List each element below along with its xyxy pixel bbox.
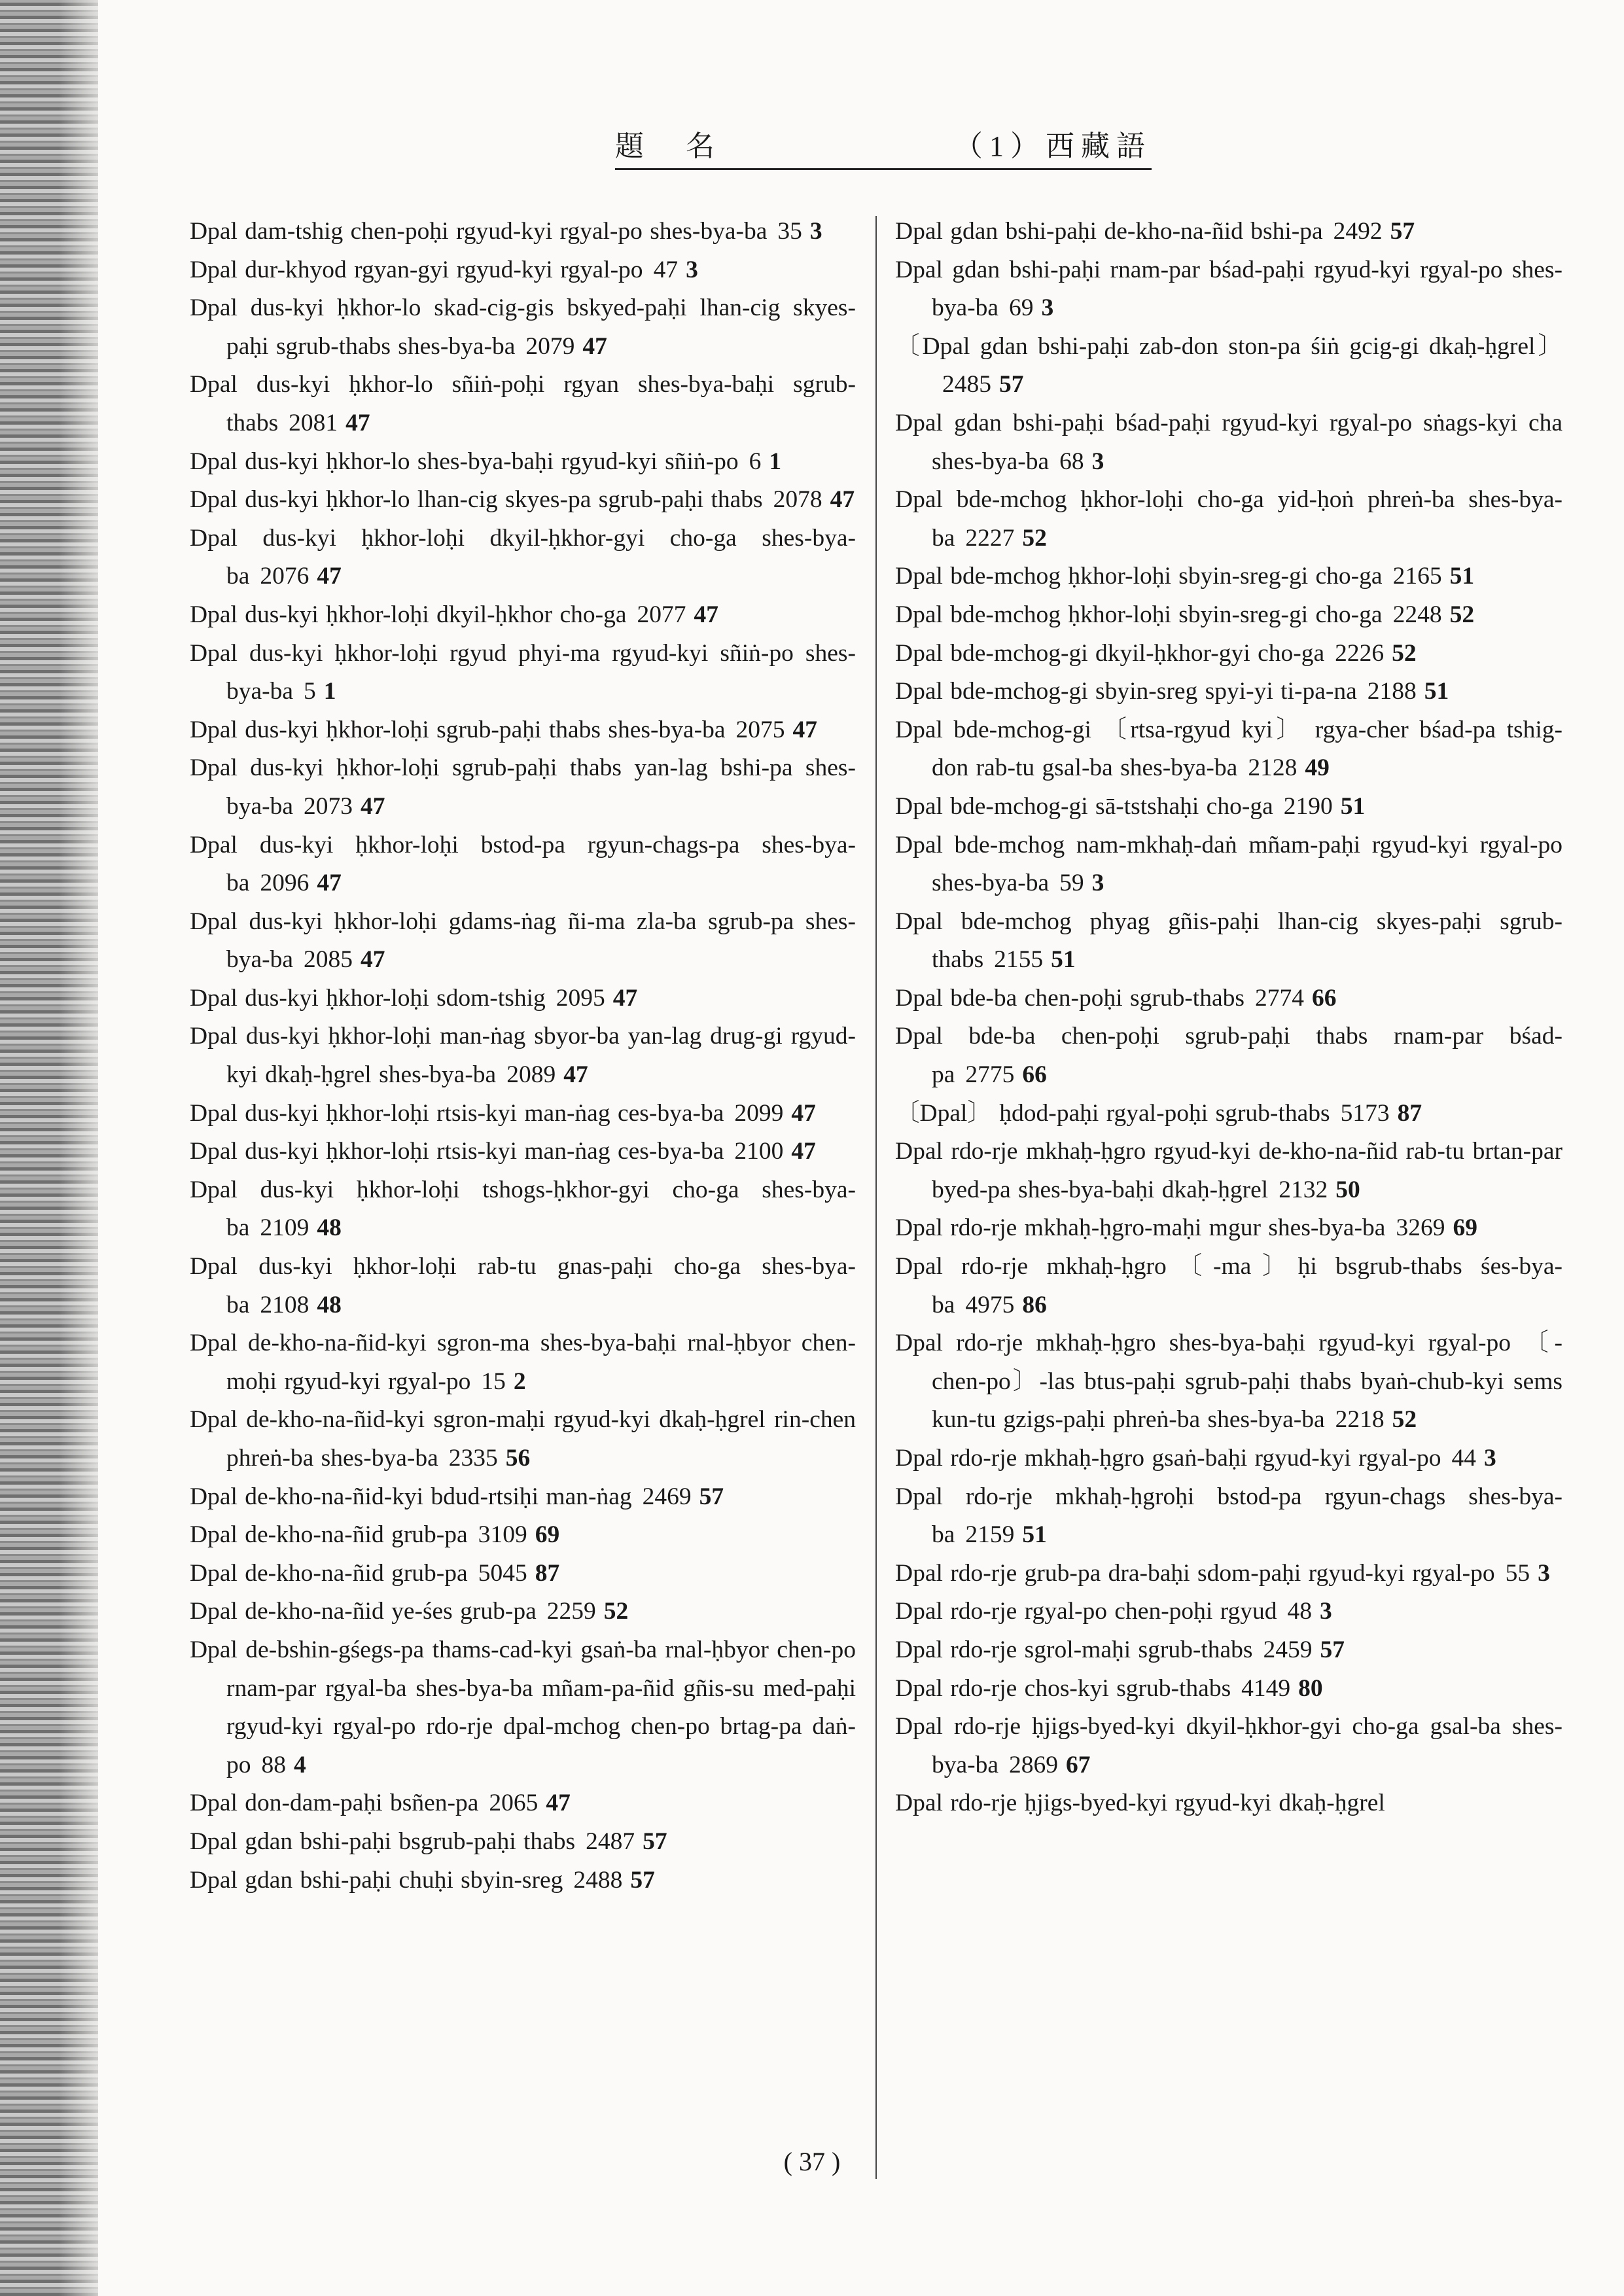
entry-title: Dpal gdan bshi-paḥi rnam-par bśad-paḥi rgyud-kyi rgyal-po shes-bya-ba	[895, 256, 1562, 322]
index-entry	[190, 903, 856, 980]
entry-ref-number: 4975	[965, 1291, 1015, 1318]
entry-title: Dpal rdo-rje mkhaḥ-ḥgroḥi bstod-pa rgyun-chags shes-bya-ba	[895, 1483, 1562, 1549]
entry-volume-number: 47	[694, 601, 719, 628]
entry-volume-number: 51	[1051, 946, 1076, 974]
entry-ref-number: 2076	[260, 563, 309, 590]
entry-volume-number: 1	[769, 448, 782, 475]
entry-ref-number: 6	[749, 448, 762, 475]
entry-title: Dpal bde-mchog ḥkhor-loḥi cho-ga yid-ḥoṅ phreṅ-ba shes-bya-ba	[895, 486, 1562, 552]
entry-title: Dpal de-bshin-gśegs-pa thams-cad-kyi gsaṅ-ba rnal-ḥbyor chen-po rnam-par rgyal-ba shes-bya-ba mñam-pa-ñid gñis-su med-paḥi rgyud-kyi rgyal-po rdo-rje dpal-mchog chen-po brtag-pa daṅ-po	[190, 1636, 856, 1778]
entry-ref-number: 2109	[260, 1214, 309, 1242]
entry-ref-number: 2108	[260, 1291, 309, 1318]
entry-volume-number: 47	[317, 563, 342, 590]
entry-title: Dpal rdo-rje mkhaḥ-ḥgro shes-bya-baḥi rgyud-kyi rgyal-po 〔-chen-po〕-las btus-paḥi sgrub-paḥi thabs byaṅ-chub-kyi sems kun-tu gzigs-paḥi phreṅ-ba shes-bya-ba	[895, 1330, 1562, 1434]
index-entry	[895, 1631, 1562, 1670]
entry-volume-number: 3	[1320, 1598, 1332, 1625]
index-entry	[895, 596, 1562, 635]
entry-ref-number: 69	[1009, 294, 1034, 322]
entry-volume-number: 48	[317, 1291, 342, 1318]
entry-title: Dpal gdan bshi-paḥi bsgrub-paḥi thabs	[190, 1828, 576, 1855]
index-entry	[895, 980, 1562, 1018]
entry-title: Dpal dus-kyi ḥkhor-loḥi gdams-ṅag ñi-ma zla-ba sgrub-pa shes-bya-ba	[190, 908, 856, 974]
entry-ref-number: 5	[304, 678, 316, 705]
entry-title: Dpal de-kho-na-ñid grub-pa	[190, 1521, 468, 1549]
entry-volume-number: 69	[535, 1521, 560, 1549]
entry-volume-number: 3	[1041, 294, 1054, 322]
entry-ref-number: 15	[481, 1368, 506, 1395]
entry-title: Dpal dur-khyod rgyan-gyi rgyud-kyi rgyal-po	[190, 256, 643, 283]
index-entry	[190, 1478, 856, 1517]
column-divider	[875, 216, 877, 2179]
entry-ref-number: 44	[1451, 1445, 1476, 1472]
entry-title: Dpal gdan bshi-paḥi de-kho-na-ñid bshi-pa	[895, 218, 1323, 245]
index-entry	[190, 596, 856, 635]
entry-volume-number: 47	[791, 1099, 816, 1127]
entry-ref-number: 2078	[773, 486, 822, 514]
entry-volume-number: 57	[699, 1483, 724, 1510]
index-entry	[190, 481, 856, 520]
entry-title: Dpal dus-kyi ḥkhor-lo skad-cig-gis bskyed-paḥi lhan-cig skyes-paḥi sgrub-thabs shes-bya-ba	[190, 294, 856, 360]
index-entry	[190, 1324, 856, 1401]
entry-ref-number: 2100	[734, 1138, 784, 1165]
entry-ref-number: 2774	[1254, 984, 1304, 1012]
page-number: ( 37 )	[783, 2147, 841, 2176]
entry-title: Dpal rdo-rje mkhaḥ-ḥgro〔-ma〕ḥi bsgrub-thabs śes-bya-ba	[895, 1253, 1562, 1318]
entry-ref-number: 68	[1059, 448, 1084, 475]
entry-ref-number: 2099	[734, 1099, 784, 1127]
entry-title: Dpal dus-kyi ḥkhor-loḥi tshogs-ḥkhor-gyi cho-ga shes-bya-ba	[190, 1176, 856, 1242]
entry-ref-number: 2075	[735, 716, 785, 743]
entry-volume-number: 80	[1298, 1674, 1323, 1702]
entry-ref-number: 2259	[546, 1598, 596, 1625]
entry-volume-number: 47	[317, 870, 342, 897]
left-column	[190, 213, 856, 2189]
entry-title: Dpal dus-kyi ḥkhor-loḥi dkyil-ḥkhor-gyi cho-ga shes-bya-ba	[190, 524, 856, 590]
entry-title: Dpal don-dam-paḥi bsñen-pa	[190, 1790, 479, 1817]
entry-volume-number: 87	[1397, 1099, 1422, 1127]
entry-title: Dpal de-kho-na-ñid-kyi sgron-ma shes-bya-baḥi rnal-ḥbyor chen-moḥi rgyud-kyi rgyal-po	[190, 1330, 856, 1395]
entry-ref-number: 2469	[642, 1483, 692, 1510]
entry-title: Dpal dus-kyi ḥkhor-lo shes-bya-baḥi rgyud-kyi sñiṅ-po	[190, 448, 739, 475]
entry-title: Dpal dus-kyi ḥkhor-lo sñiṅ-poḥi rgyan shes-bya-baḥi sgrub-thabs	[190, 371, 856, 436]
entry-ref-number: 2869	[1009, 1751, 1059, 1778]
index-entry	[895, 1555, 1562, 1593]
index-entry	[190, 980, 856, 1018]
entry-title: Dpal bde-mchog phyag gñis-paḥi lhan-cig skyes-paḥi sgrub-thabs	[895, 908, 1562, 974]
index-entry	[895, 1248, 1562, 1324]
entry-volume-number: 47	[361, 946, 385, 974]
entry-ref-number: 2077	[637, 601, 686, 628]
entry-ref-number: 2132	[1279, 1176, 1328, 1203]
entry-volume-number: 51	[1424, 678, 1449, 705]
entry-ref-number: 5045	[478, 1559, 527, 1587]
entry-volume-number: 3	[1483, 1445, 1496, 1472]
entry-volume-number: 4	[294, 1751, 306, 1778]
entry-volume-number: 3	[686, 256, 698, 283]
entry-volume-number: 66	[1022, 1061, 1047, 1089]
entry-volume-number: 52	[1392, 1406, 1417, 1434]
entry-title: Dpal dus-kyi ḥkhor-loḥi rtsis-kyi man-ṅag ces-bya-ba	[190, 1138, 724, 1165]
entry-volume-number: 47	[792, 716, 817, 743]
index-entry	[190, 213, 856, 251]
entry-title: Dpal de-kho-na-ñid-kyi sgron-maḥi rgyud-kyi dkaḥ-ḥgrel rin-chen phreṅ-ba shes-bya-ba	[190, 1406, 856, 1472]
index-entry	[190, 289, 856, 366]
index-entry	[895, 1670, 1562, 1708]
entry-title: Dpal bde-ba chen-poḥi sgrub-paḥi thabs rnam-par bśad-pa	[895, 1023, 1562, 1089]
index-entry	[895, 557, 1562, 596]
entry-volume-number: 51	[1340, 792, 1366, 820]
index-entry	[895, 1478, 1562, 1555]
entry-volume-number: 48	[317, 1214, 342, 1242]
entry-ref-number: 2081	[289, 409, 338, 436]
entry-title: Dpal de-kho-na-ñid grub-pa	[190, 1559, 468, 1587]
scan-edge-fade	[59, 0, 118, 2296]
entry-ref-number: 2248	[1392, 601, 1442, 628]
entry-ref-number: 2459	[1263, 1636, 1313, 1663]
index-entry	[895, 903, 1562, 980]
entry-volume-number: 69	[1453, 1214, 1477, 1242]
index-entry	[895, 1133, 1562, 1209]
index-entry	[895, 481, 1562, 557]
entry-ref-number: 3109	[478, 1521, 527, 1549]
index-entry	[190, 1593, 856, 1631]
entry-title: Dpal dus-kyi ḥkhor-loḥi bstod-pa rgyun-chags-pa shes-bya-ba	[190, 831, 856, 897]
entry-ref-number: 2227	[965, 524, 1015, 552]
entry-ref-number: 2775	[965, 1061, 1015, 1089]
entry-ref-number: 55	[1505, 1559, 1530, 1587]
entry-title: Dpal rdo-rje rgyal-po chen-poḥi rgyud	[895, 1598, 1277, 1625]
entry-title: Dpal bde-mchog nam-mkhaḥ-daṅ mñam-paḥi rgyud-kyi rgyal-po shes-bya-ba	[895, 831, 1562, 897]
entry-volume-number: 2	[513, 1368, 526, 1395]
entry-title: Dpal bde-mchog-gi sbyin-sreg spyi-yi ti-pa-na	[895, 678, 1357, 705]
entry-volume-number: 86	[1022, 1291, 1047, 1318]
index-entry	[190, 711, 856, 750]
entry-title: Dpal gdan bshi-paḥi chuḥi sbyin-sreg	[190, 1866, 563, 1894]
entry-volume-number: 47	[582, 332, 607, 360]
entry-volume-number: 87	[535, 1559, 560, 1587]
index-entry	[190, 520, 856, 596]
entry-volume-number: 47	[546, 1790, 571, 1817]
entry-title: Dpal bde-mchog-gi dkyil-ḥkhor-gyi cho-ga	[895, 639, 1325, 667]
entry-title: Dpal dus-kyi ḥkhor-loḥi rtsis-kyi man-ṅag ces-bya-ba	[190, 1099, 724, 1127]
entry-volume-number: 47	[791, 1138, 816, 1165]
entry-title: Dpal dus-kyi ḥkhor-loḥi rgyud phyi-ma rgyud-kyi sñiṅ-po shes-bya-ba	[190, 639, 856, 705]
entry-title: Dpal rdo-rje chos-kyi sgrub-thabs	[895, 1674, 1231, 1702]
index-entry	[190, 1248, 856, 1324]
entry-volume-number: 66	[1311, 984, 1337, 1012]
entry-volume-number: 57	[1390, 218, 1415, 245]
entry-title: Dpal dus-kyi ḥkhor-loḥi sgrub-paḥi thabs yan-lag bshi-pa shes-bya-ba	[190, 754, 856, 820]
entry-volume-number: 50	[1335, 1176, 1360, 1203]
index-entry	[895, 328, 1562, 404]
index-entry	[190, 366, 856, 442]
entry-volume-number: 3	[1091, 448, 1104, 475]
entry-ref-number: 2165	[1392, 563, 1442, 590]
entry-volume-number: 56	[505, 1445, 531, 1472]
index-entry	[190, 1823, 856, 1862]
entry-title: Dpal rdo-rje sgrol-maḥi sgrub-thabs	[895, 1636, 1253, 1663]
entry-volume-number: 51	[1022, 1521, 1047, 1549]
index-entry	[895, 1324, 1562, 1439]
entry-ref-number: 2492	[1333, 218, 1383, 245]
index-entry	[190, 1401, 856, 1477]
index-entry	[190, 251, 856, 290]
entry-ref-number: 47	[653, 256, 679, 283]
entry-volume-number: 3	[1538, 1559, 1550, 1587]
entry-volume-number: 57	[999, 371, 1024, 398]
entry-ref-number: 2065	[489, 1790, 538, 1817]
entry-title: Dpal rdo-rje ḥjigs-byed-kyi rgyud-kyi dkaḥ-ḥgrel	[895, 1790, 1385, 1817]
index-entry	[895, 1784, 1562, 1823]
index-entry	[190, 826, 856, 903]
index-entry	[895, 1095, 1562, 1133]
entry-ref-number: 2096	[260, 870, 309, 897]
entry-volume-number: 47	[563, 1061, 588, 1089]
index-entry	[190, 1631, 856, 1784]
entry-volume-number: 57	[643, 1828, 667, 1855]
index-entry	[895, 1593, 1562, 1631]
entry-title: Dpal gdan bshi-paḥi bśad-paḥi rgyud-kyi rgyal-po sṅags-kyi cha shes-bya-ba	[895, 409, 1562, 475]
entry-ref-number: 2188	[1367, 678, 1417, 705]
entry-title: Dpal dam-tshig chen-poḥi rgyud-kyi rgyal-po shes-bya-ba	[190, 218, 768, 245]
entry-volume-number: 67	[1066, 1751, 1091, 1778]
index-entry	[190, 1095, 856, 1133]
entry-volume-number: 3	[809, 218, 822, 245]
entry-title: Dpal bde-mchog ḥkhor-loḥi sbyin-sreg-gi cho-ga	[895, 563, 1383, 590]
entry-ref-number: 2089	[506, 1061, 556, 1089]
entry-volume-number: 52	[603, 1598, 629, 1625]
entry-title: Dpal rdo-rje mkhaḥ-ḥgro rgyud-kyi de-kho-na-ñid rab-tu brtan-par byed-pa shes-bya-baḥi dkaḥ-ḥgrel	[895, 1138, 1562, 1203]
index-entry	[895, 635, 1562, 673]
entry-ref-number: 35	[777, 218, 802, 245]
index-entry	[895, 1209, 1562, 1248]
index-entry	[895, 404, 1562, 481]
entry-volume-number: 57	[1320, 1636, 1345, 1663]
entry-title: Dpal dus-kyi ḥkhor-loḥi sgrub-paḥi thabs shes-bya-ba	[190, 716, 726, 743]
entry-ref-number: 2487	[586, 1828, 635, 1855]
entry-volume-number: 49	[1305, 754, 1330, 782]
entry-title: Dpal de-kho-na-ñid-kyi bdud-rtsiḥi man-ṅag	[190, 1483, 632, 1510]
entry-title: Dpal rdo-rje grub-pa dra-baḥi sdom-paḥi rgyud-kyi rgyal-po	[895, 1559, 1495, 1587]
entry-volume-number: 51	[1449, 563, 1475, 590]
entry-ref-number: 88	[261, 1751, 286, 1778]
index-entry	[895, 213, 1562, 251]
index-entry	[190, 1516, 856, 1555]
entry-volume-number: 52	[1449, 601, 1475, 628]
entry-title: Dpal rdo-rje mkhaḥ-ḥgro gsaṅ-baḥi rgyud-kyi rgyal-po	[895, 1445, 1441, 1472]
entry-ref-number: 2488	[573, 1866, 623, 1894]
entry-title: Dpal dus-kyi ḥkhor-loḥi sdom-tshig	[190, 984, 546, 1012]
entry-ref-number: 2095	[556, 984, 605, 1012]
entry-ref-number: 2128	[1248, 754, 1297, 782]
entry-volume-number: 47	[345, 409, 370, 436]
entry-ref-number: 2226	[1335, 639, 1385, 667]
entry-volume-number: 52	[1022, 524, 1047, 552]
entry-ref-number: 2085	[304, 946, 353, 974]
entry-volume-number: 3	[1091, 870, 1104, 897]
entry-ref-number: 2335	[448, 1445, 498, 1472]
index-entry	[190, 1555, 856, 1593]
index-entry	[895, 826, 1562, 903]
running-header	[615, 124, 1152, 170]
entry-volume-number: 57	[630, 1866, 655, 1894]
entry-ref-number: 5173	[1340, 1099, 1390, 1127]
index-entry	[895, 1708, 1562, 1784]
entry-ref-number: 2155	[994, 946, 1044, 974]
entry-ref-number: 3269	[1396, 1214, 1445, 1242]
entry-title: Dpal bde-mchog ḥkhor-loḥi sbyin-sreg-gi cho-ga	[895, 601, 1383, 628]
index-entry	[190, 635, 856, 711]
index-entry	[895, 711, 1562, 788]
entry-title: 〔Dpal gdan bshi-paḥi zab-don ston-pa śiṅ gcig-gi dkaḥ-ḥgrel〕	[895, 332, 1562, 360]
index-entry	[190, 749, 856, 826]
index-entry	[190, 1133, 856, 1171]
header-title: 題 名	[615, 130, 721, 162]
index-entry	[190, 1784, 856, 1823]
entry-title: Dpal rdo-rje ḥjigs-byed-kyi dkyil-ḥkhor-gyi cho-ga gsal-ba shes-bya-ba	[895, 1713, 1562, 1778]
right-column	[895, 213, 1562, 2189]
index-entry	[190, 443, 856, 482]
entry-ref-number: 2190	[1283, 792, 1333, 820]
entry-title: Dpal bde-mchog-gi sā-tstshaḥi cho-ga	[895, 792, 1273, 820]
entry-title: 〔Dpal〕 ḥdod-paḥi rgyal-poḥi sgrub-thabs	[895, 1099, 1330, 1127]
index-entry	[895, 1439, 1562, 1478]
entry-volume-number: 47	[612, 984, 638, 1012]
entry-title: Dpal bde-ba chen-poḥi sgrub-thabs	[895, 984, 1244, 1012]
entry-volume-number: 1	[323, 678, 336, 705]
index-entry	[895, 673, 1562, 711]
entry-title: Dpal rdo-rje mkhaḥ-ḥgro-maḥi mgur shes-bya-ba	[895, 1214, 1386, 1242]
header-section: （1）西藏語	[954, 130, 1152, 162]
entry-volume-number: 47	[830, 486, 855, 514]
entry-title: Dpal dus-kyi ḥkhor-lo lhan-cig skyes-pa sgrub-paḥi thabs	[190, 486, 763, 514]
entry-title: Dpal de-kho-na-ñid ye-śes grub-pa	[190, 1598, 537, 1625]
entry-title: Dpal dus-kyi ḥkhor-loḥi man-ṅag sbyor-ba yan-lag drug-gi rgyud-kyi dkaḥ-ḥgrel shes-bya-ba	[190, 1023, 856, 1089]
entry-title: Dpal dus-kyi ḥkhor-loḥi rab-tu gnas-paḥi cho-ga shes-bya-ba	[190, 1253, 856, 1318]
entry-ref-number: 4149	[1241, 1674, 1291, 1702]
index-entry	[190, 1862, 856, 1900]
entry-ref-number: 48	[1287, 1598, 1313, 1625]
entry-ref-number: 2485	[942, 371, 991, 398]
entry-ref-number: 2159	[965, 1521, 1015, 1549]
index-entry	[190, 1017, 856, 1094]
entry-title: Dpal dus-kyi ḥkhor-loḥi dkyil-ḥkhor cho-ga	[190, 601, 627, 628]
index-entry	[895, 1017, 1562, 1094]
entry-ref-number: 59	[1059, 870, 1084, 897]
entry-ref-number: 2079	[525, 332, 575, 360]
entry-ref-number: 2218	[1335, 1406, 1385, 1434]
entry-volume-number: 47	[361, 792, 385, 820]
entry-ref-number: 2073	[304, 792, 353, 820]
entry-volume-number: 52	[1392, 639, 1417, 667]
index-entry	[895, 788, 1562, 826]
index-entry	[895, 251, 1562, 328]
entry-title: Dpal bde-mchog-gi 〔rtsa-rgyud kyi〕 rgya-cher bśad-pa tshig-don rab-tu gsal-ba shes-bya-ba	[895, 716, 1562, 782]
index-entry	[190, 1171, 856, 1248]
